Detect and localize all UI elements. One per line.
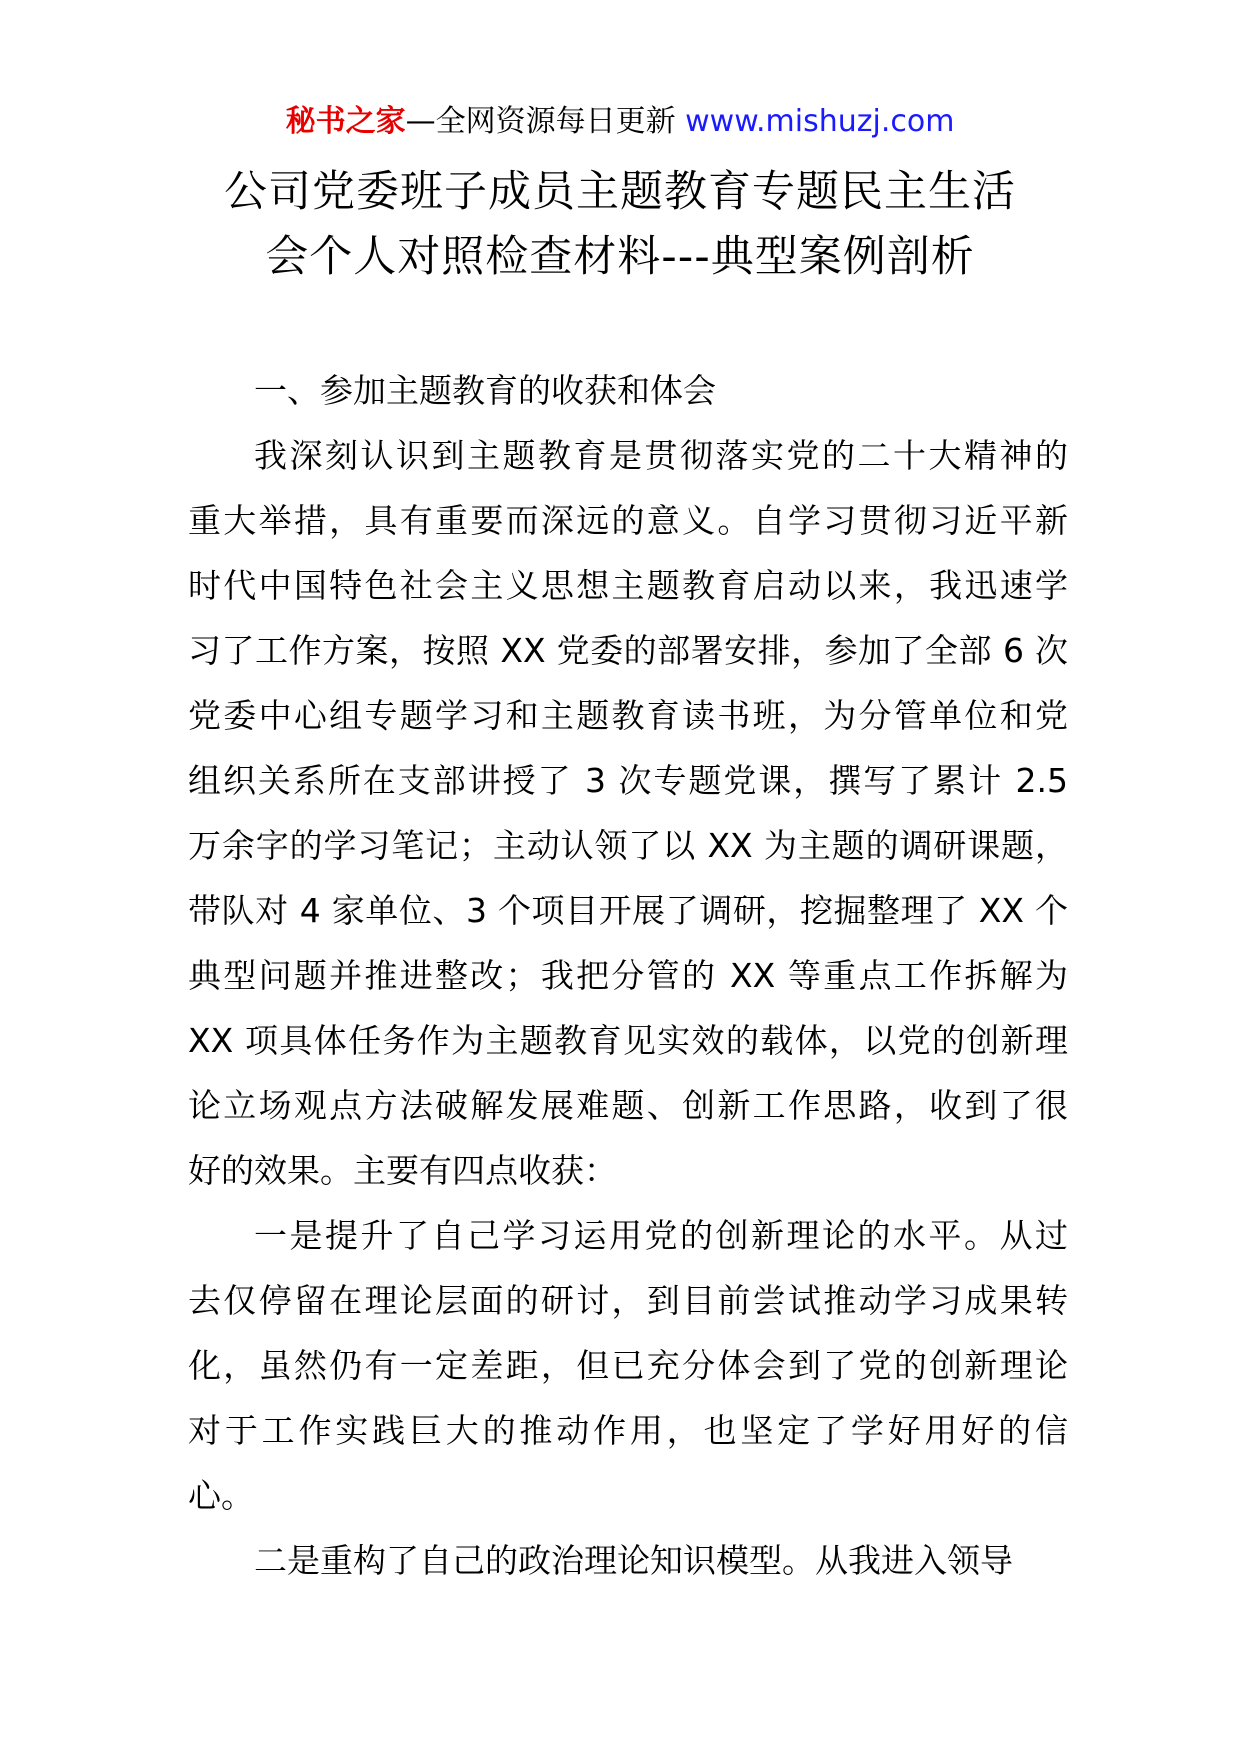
paragraph-line: 一是提升了自己学习运用党的创新理论的水平。从过 <box>254 1216 1068 1255</box>
paragraph-line: XX 项具体任务作为主题教育见实效的载体，以党的创新理 <box>188 1021 1068 1060</box>
paragraph-line: 二是重构了自己的政治理论知识模型。从我进入领导 <box>254 1541 1013 1580</box>
paragraph-line: 对于工作实践巨大的推动作用，也坚定了学好用好的信 <box>188 1411 1068 1450</box>
header-tagline: —全网资源每日更新 <box>405 104 686 139</box>
paragraph-line: 带队对 4 家单位、3 个项目开展了调研，挖掘整理了 XX 个 <box>188 891 1068 930</box>
paragraph <box>188 1528 1068 1593</box>
paragraph-line: 好的效果。主要有四点收获： <box>188 1151 617 1190</box>
paragraph-line: 重大举措，具有重要而深远的意义。自学习贯彻习近平新 <box>188 501 1068 540</box>
paragraph-line: 习了工作方案，按照 XX 党委的部署安排，参加了全部 6 次 <box>188 631 1068 670</box>
paragraph-line: 化，虽然仍有一定差距，但已充分体会到了党的创新理论 <box>188 1346 1068 1385</box>
paragraph <box>188 423 1068 1203</box>
site-url-link[interactable]: www.mishuzj.com <box>685 104 955 139</box>
paragraph-line: 去仅停留在理论层面的研讨，到目前尝试推动学习成果转 <box>188 1281 1068 1320</box>
section-heading: 一、参加主题教育的收获和体会 <box>254 371 716 410</box>
paragraph-line: 心。 <box>188 1476 254 1515</box>
site-header <box>0 100 1240 144</box>
paragraph-line: 我深刻认识到主题教育是贯彻落实党的二十大精神的 <box>254 436 1068 475</box>
paragraph-line: 组织关系所在支部讲授了 3 次专题党课，撰写了累计 2.5 <box>188 761 1068 800</box>
paragraph-line: 时代中国特色社会主义思想主题教育启动以来，我迅速学 <box>188 566 1068 605</box>
brand-name: 秘书之家 <box>285 104 406 139</box>
paragraph-line: 典型问题并推进整改；我把分管的 XX 等重点工作拆解为 <box>188 956 1068 995</box>
document-title <box>150 160 1090 290</box>
paragraph-line: 党委中心组专题学习和主题教育读书班，为分管单位和党 <box>188 696 1068 735</box>
title-line: 会个人对照检查材料---典型案例剖析 <box>265 232 975 282</box>
document-body <box>188 358 1068 1593</box>
paragraph-line: 万余字的学习笔记；主动认领了以 XX 为主题的调研课题， <box>188 826 1068 865</box>
title-line: 公司党委班子成员主题教育专题民主生活 <box>224 167 1016 217</box>
paragraph-line: 论立场观点方法破解发展难题、创新工作思路，收到了很 <box>188 1086 1068 1125</box>
paragraph <box>188 1203 1068 1528</box>
